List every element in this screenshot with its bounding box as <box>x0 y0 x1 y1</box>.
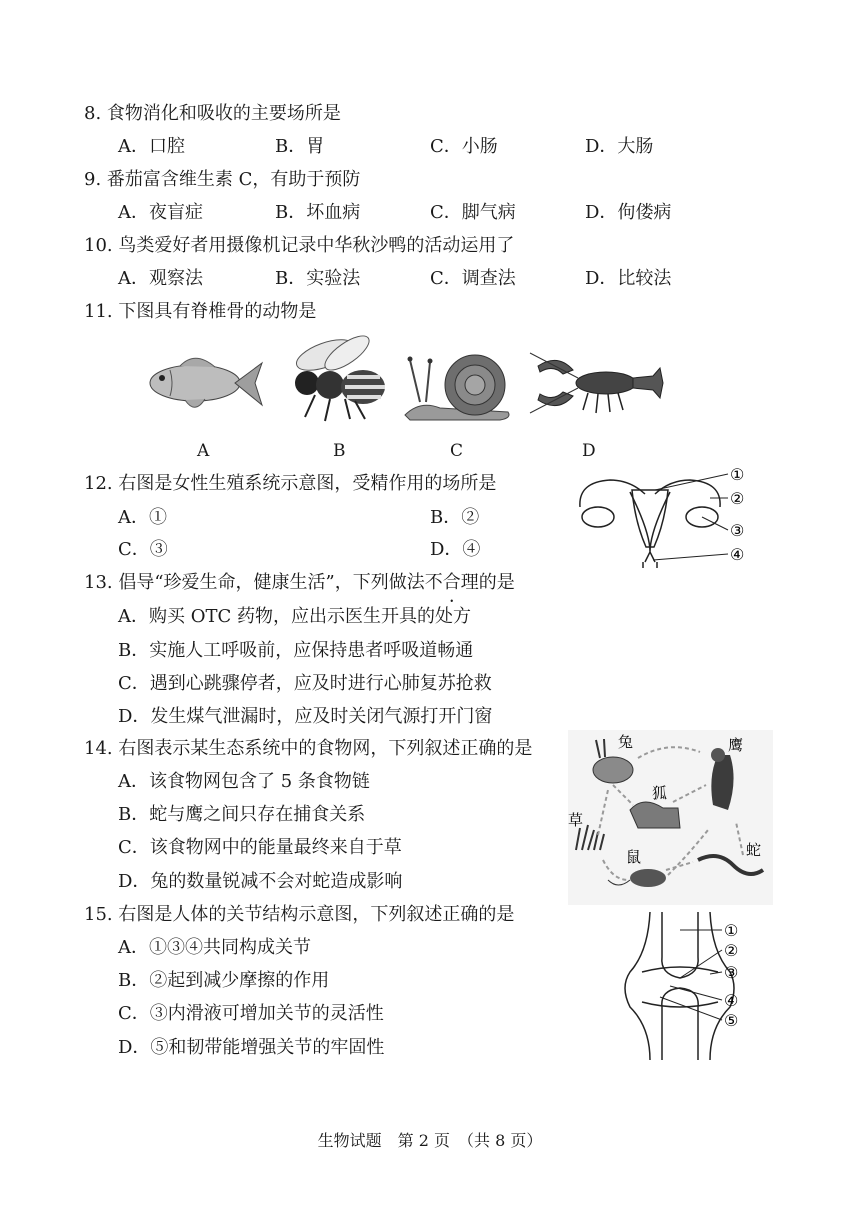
organism-eagle-label: 鹰 <box>728 736 744 754</box>
q9-option-c: C．脚气病 <box>430 202 516 223</box>
image-label-d: D <box>582 441 596 461</box>
image-label-b: B <box>333 441 346 461</box>
q14-stem: 14. 右图表示某生态系统中的食物网，下列叙述正确的是 <box>84 738 533 759</box>
q13-option-b: B．实施人工呼吸前，应保持患者呼吸道畅通 <box>118 640 474 661</box>
q11-stem: 11. 下图具有脊椎骨的动物是 <box>84 301 317 322</box>
q10-option-d: D．比较法 <box>585 268 672 289</box>
q12-marker-4: ④ <box>730 545 745 564</box>
q8-option-c: C．小肠 <box>430 136 498 157</box>
q8-option-d: D．大肠 <box>585 136 654 157</box>
q13-option-c: C．遇到心跳骤停者，应及时进行心肺复苏抢救 <box>118 673 492 694</box>
q12-option-a: A．① <box>118 507 167 528</box>
emphasis-not-reasonable: 不合理 <box>424 572 479 593</box>
female-reproductive-diagram <box>570 462 780 572</box>
q12-marker-1: ① <box>730 465 745 484</box>
organism-fox-label: 狐 <box>652 784 668 802</box>
q12-marker-2: ② <box>730 489 745 508</box>
q9-option-d: D．佝偻病 <box>585 202 672 223</box>
q15-marker-1: ① <box>724 921 739 940</box>
q12-stem: 12. 右图是女性生殖系统示意图，受精作用的场所是 <box>84 473 497 494</box>
image-label-a: A <box>197 441 210 461</box>
crayfish-image <box>528 348 668 418</box>
page-footer: 生物试题 第 2 页 （共 8 页） <box>317 1131 543 1150</box>
q13-stem: 13. 倡导“珍爱生命，健康生活”，下列做法不合理的是 <box>84 572 515 593</box>
q15-marker-4: ④ <box>724 991 739 1010</box>
q10-stem: 10. 鸟类爱好者用摄像机记录中华秋沙鸭的活动运用了 <box>84 235 515 256</box>
q14-option-d: D．兔的数量锐减不会对蛇造成影响 <box>118 871 403 892</box>
organism-rabbit-label: 兔 <box>618 733 634 751</box>
food-web-diagram <box>568 730 773 905</box>
organism-mouse-label: 鼠 <box>626 848 642 866</box>
q15-option-b: B．②起到减少摩擦的作用 <box>118 970 330 991</box>
fish-image <box>140 345 265 420</box>
q12-option-c: C．③ <box>118 539 168 560</box>
q14-option-a: A．该食物网包含了 5 条食物链 <box>118 771 370 792</box>
q10-option-c: C．调查法 <box>430 268 516 289</box>
q15-marker-5: ⑤ <box>724 1011 739 1030</box>
q9-option-b: B．坏血病 <box>275 202 361 223</box>
snail-image <box>400 340 515 425</box>
image-label-c: C <box>450 441 464 461</box>
q8-option-a: A．口腔 <box>118 136 185 157</box>
q9-stem: 9. 番茄富含维生素 C，有助于预防 <box>84 169 361 190</box>
joint-structure-diagram <box>620 912 770 1060</box>
q15-option-d: D．⑤和韧带能增强关节的牢固性 <box>118 1037 385 1058</box>
q14-option-c: C．该食物网中的能量最终来自于草 <box>118 837 402 858</box>
organism-snake-label: 蛇 <box>746 841 762 859</box>
q15-stem: 15. 右图是人体的关节结构示意图，下列叙述正确的是 <box>84 904 515 925</box>
q12-option-d: D．④ <box>430 539 481 560</box>
q15-option-a: A．①③④共同构成关节 <box>118 937 311 958</box>
q13-option-d: D．发生煤气泄漏时，应及时关闭气源打开门窗 <box>118 706 493 727</box>
q12-option-b: B．② <box>430 507 480 528</box>
q9-option-a: A．夜盲症 <box>118 202 203 223</box>
q10-option-a: A．观察法 <box>118 268 203 289</box>
organism-grass-label: 草 <box>568 811 584 829</box>
q15-marker-3: ③ <box>724 963 739 982</box>
q8-option-b: B．胃 <box>275 136 325 157</box>
q15-option-c: C．③内滑液可增加关节的灵活性 <box>118 1003 384 1024</box>
bee-image <box>285 335 395 425</box>
q13-option-a: A．购买 OTC 药物，应出示医生开具的处方 <box>118 606 471 627</box>
q14-option-b: B．蛇与鹰之间只存在捕食关系 <box>118 804 366 825</box>
q10-option-b: B．实验法 <box>275 268 361 289</box>
q12-marker-3: ③ <box>730 521 745 540</box>
q8-stem: 8. 食物消化和吸收的主要场所是 <box>84 103 341 124</box>
q15-marker-2: ② <box>724 941 739 960</box>
